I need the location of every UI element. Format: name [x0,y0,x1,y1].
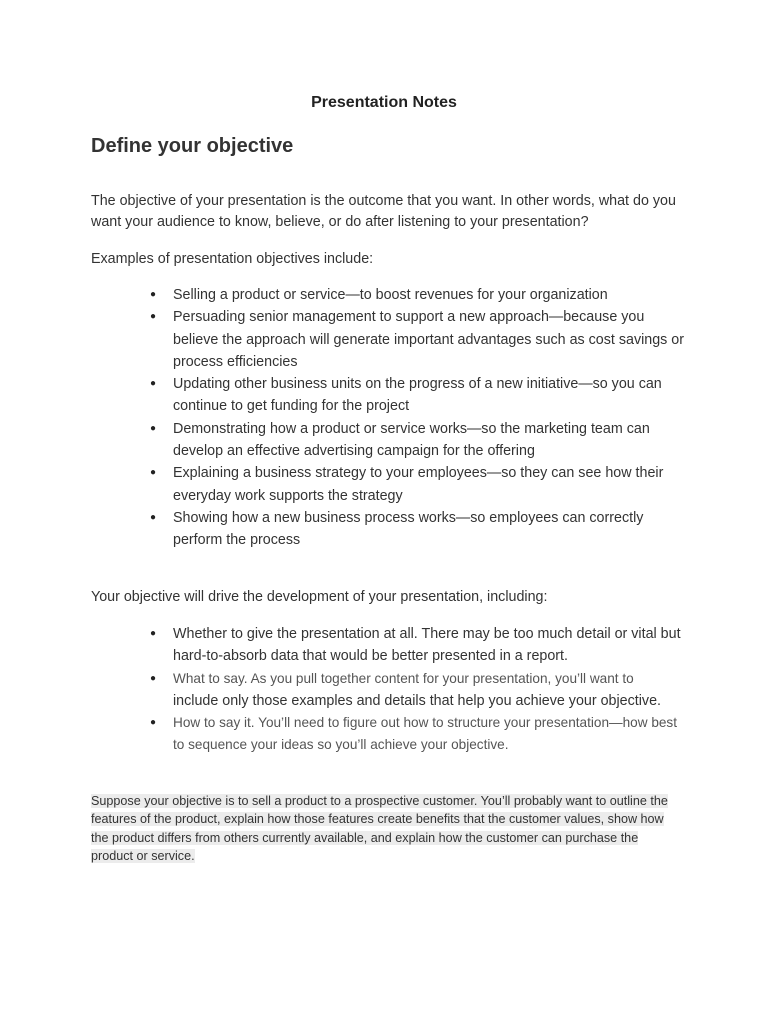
examples-list [150,284,690,552]
bullet-icon: ● [150,628,157,639]
list-item [150,507,690,552]
drive-list [150,623,690,757]
list-item-text-continued: include only those examples and details that help you achieve your objective. [173,692,661,709]
bullet-icon: ● [150,311,157,323]
list-item-text: Showing how a new business process works—so employees can correctly perform the process [173,509,644,549]
examples-intro: Examples of presentation objectives include: [91,251,374,267]
highlighted-text: Suppose your objective is to sell a product to a prospective customer. You’ll probably want to outline the features of the product, explain how those features create benefits that the customer values, show how the product differs from others currently available, and explain how the customer can purchase the product or service. [91,794,668,863]
section-heading: Define your objective [91,135,294,157]
list-item-text: Updating other business units on the progress of a new initiative—so you can continue to get funding for the project [173,376,662,415]
example-paragraph [91,792,681,865]
list-item [150,373,690,418]
list-item [150,712,690,757]
bullet-icon: ● [150,672,157,684]
list-item-text: Selling a product or service—to boost revenues for your organization [173,287,608,303]
bullet-icon: ● [150,378,157,390]
bullet-icon: ● [150,511,157,523]
list-item [150,418,690,463]
document-title: Presentation Notes [311,94,457,111]
list-item-text: What to say. As you pull together content for your presentation, you’ll want to [173,670,634,686]
list-item-text: Whether to give the presentation at all. There may be too much detail or vital but hard-to-absorb data that would be better presented in a report. [173,626,681,665]
bullet-icon: ● [150,467,157,479]
list-item-text: How to say it. You’ll need to figure out how to structure your presentation—how best to sequence your ideas so you’ll achieve your objective. [173,715,678,753]
list-item [150,284,690,306]
list-item [150,462,690,507]
bullet-icon: ● [150,717,157,729]
list-item-text: Explaining a business strategy to your employees—so they can see how their everyday work supports the strategy [173,465,664,504]
list-item [150,623,690,668]
intro-paragraph: The objective of your presentation is the outcome that you want. In other words, what do you want your audience to know, believe, or do after listening to your presentation? [91,193,676,230]
list-item [150,306,690,373]
list-item-text: Demonstrating how a product or service works—so the marketing team can develop an effective advertising campaign for the offering [173,420,650,460]
bullet-icon: ● [150,422,157,434]
list-item [150,668,690,713]
drive-intro: Your objective will drive the development of your presentation, including: [91,589,548,605]
list-item-text: Persuading senior management to support a new approach—because you believe the approach will generate important advantages such as cost savings or process efficiencies [173,309,685,370]
bullet-icon: ● [150,289,157,300]
